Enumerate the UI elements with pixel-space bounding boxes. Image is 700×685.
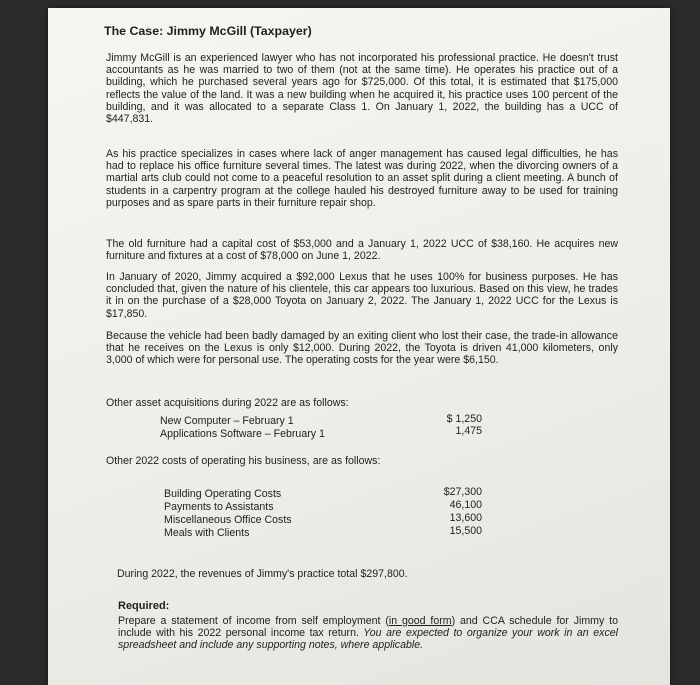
document-title: The Case: Jimmy McGill (Taxpayer) [104,24,312,38]
required-text-underlined: in good form [388,615,452,627]
costs-intro: Other 2022 costs of operating his business, are as follows: [106,455,381,467]
required-heading: Required: [118,600,170,612]
paragraph-text: Jimmy McGill is an experienced lawyer who has not incorporated his professional practice. He doesn't trust accountants as he was married to two of them (not at the same time). He operates his practice out of a building, which he purchased several years ago for $725,000. Of this total, it is estimated that $175,000 reflects the value of the land. It was a new building when he acquired it, his practice uses 100 percent of the building, and it was allocated to a separate Class 1. On January 1, 2022, the building has a UCC of $447,831. [106,52,618,126]
paragraph-text: The old furniture had a capital cost of $53,000 and a January 1, 2022 UCC of $38,160. He acquires new furniture and fixtures at a cost of $78,000 on June 1, 2022. [106,238,618,263]
paragraph-text: In January of 2020, Jimmy acquired a $92,000 Lexus that he uses 100% for business purposes. He has concluded that, given the nature of his clientele, this car appears too luxurious. Based on this view, he trades it in on the purchase of a $28,000 Toyota on January 2, 2022. The January 1, 2022 UCC for the Lexus is $17,850. [106,271,618,320]
acquisition-amount: $ 1,250 [446,413,482,425]
cost-amount: 46,100 [449,499,482,511]
cost-amount: 15,500 [449,525,482,537]
paragraph-building [106,52,618,125]
paragraph-trade-in [106,330,618,367]
acquisition-label: Applications Software – February 1 [160,428,325,440]
cost-label: Payments to Assistants [164,501,274,513]
cost-amount: 13,600 [449,512,482,524]
acquisition-amount: 1,475 [455,425,482,437]
revenue-text: During 2022, the revenues of Jimmy's practice total $297,800. [117,568,408,580]
acquisitions-intro: Other asset acquisitions during 2022 are as follows: [106,397,349,409]
cost-amount: $27,300 [443,486,482,498]
paragraph-text: Because the vehicle had been badly damaged by an exiting client who lost their case, the trade-in allowance that he receives on the Lexus is only $12,000. During 2022, the Toyota is driven 41,000 kilometers, only 3,000 of which were for personal use. The operating costs for the year were $6,150. [106,330,618,367]
document-page [48,8,670,685]
cost-label: Building Operating Costs [164,488,282,500]
required-text-part: ) and CCA schedule for Jimmy to include with his 2022 personal income tax return. [118,615,618,640]
cost-label: Meals with Clients [164,527,250,539]
paragraph-furniture [106,148,618,209]
paragraph-lexus [106,271,618,320]
paragraph-old-furniture [106,238,618,262]
paragraph-text: As his practice specializes in cases where lack of anger management has caused legal difficulties, he has had to replace his office furniture several times. The latest was during 2022, when the divorcing owners of a martial arts club could not come to a peaceful resolution to an asset split during a client meeting. A bunch of students in a carpentry program at the college hauled his destroyed furniture away to be used for training purposes and as spare parts in their furniture repair shop. [106,148,618,209]
cost-label: Miscellaneous Office Costs [164,514,292,526]
required-text [118,615,618,652]
acquisition-label: New Computer – February 1 [160,415,294,427]
required-text-part: Prepare a statement of income from self employment ( [118,615,389,627]
required-text-italic: You are expected to organize your work in an excel spreadsheet and include any supporting notes, where applicable. [118,627,618,652]
